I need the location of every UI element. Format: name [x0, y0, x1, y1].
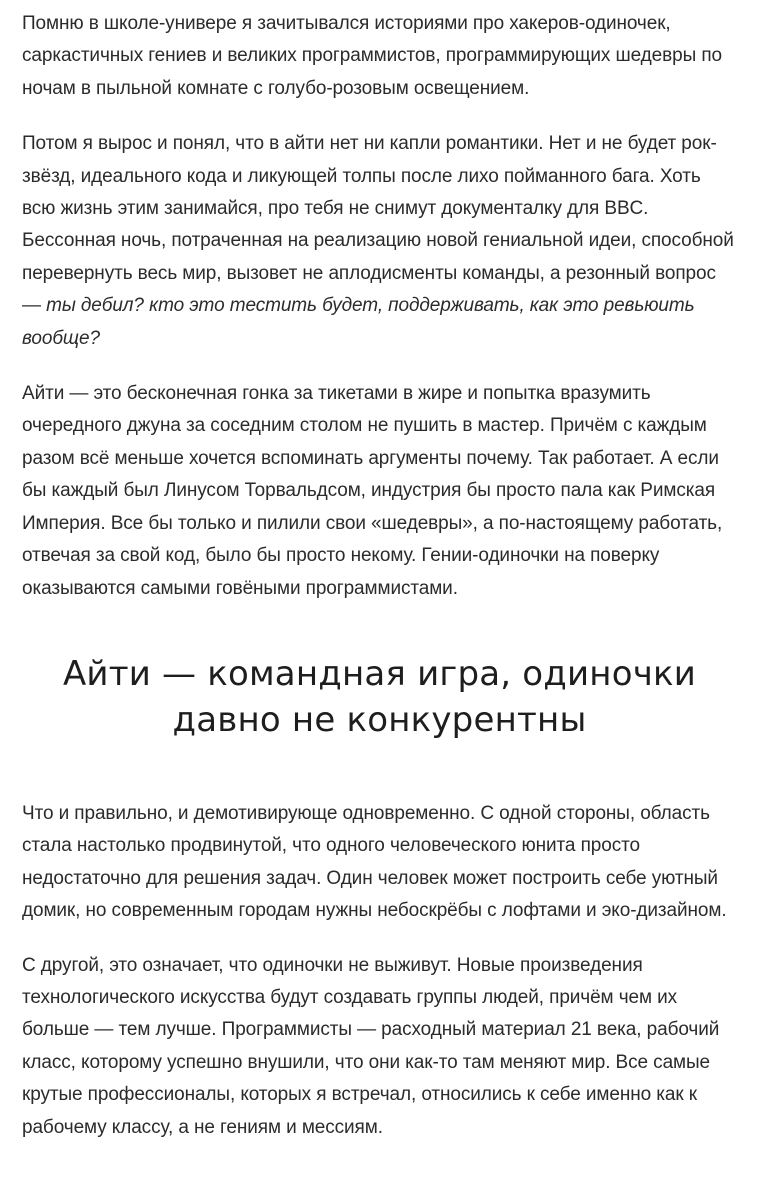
paragraph-intro: Помню в школе-универе я зачитывался историями про хакеров-одиночек, саркастичных гениев и великих программистов, программирующих шедевры по ночам в пыльной комнате с голубо-розовым освещением. — [22, 13, 722, 99]
paragraph-working-class: С другой, это означает, что одиночки не выживут. Новые произведения технологического искусства будут создавать группы людей, причём чем их больше — тем лучше. Программисты — расходный материал 21 века, рабочий класс, которому успешно внушили, что они как-то там меняют мир. Все самые крутые профессионалы, которых я встречал, относились к себе именно как к рабочему классу, а не гениям и мессиям. — [22, 954, 720, 1138]
paragraph-demotivating: Что и правильно, и демотивирующе одновременно. С одной стороны, область стала настолько продвинутой, что одного человеческого юнита просто недостаточно для решения задач. Один человек может построить себе уютный домик, но современным городам нужны небоскрёбы с лофтами и эко-дизайном. — [22, 802, 727, 922]
paragraph-romance — [22, 128, 737, 355]
section-heading: Айти — командная игра, одиночки давно не конкурентны — [62, 653, 697, 740]
paragraph-romance-quote: ты дебил? кто это тестить будет, поддерживать, как это ревьюить вообще? — [22, 295, 695, 349]
paragraph-race: Айти — это бесконечная гонка за тикетами в жире и попытка вразумить очередного джуна за соседним столом не пушить в мастер. Причём с каждым разом всё меньше хочется вспоминать аргументы почему. Так работает. А если бы каждый был Линусом Торвальдсом, индустрия бы просто пала как Римская Империя. Все бы только и пилили свои «шедевры», а по-настоящему работать, отвечая за свой код, было бы просто некому. Гении-одиночки на поверку оказываются самыми говёными программистами. — [22, 383, 723, 599]
paragraph-romance-text: Потом я вырос и понял, что в айти нет ни капли романтики. Нет и не будет рок-звёзд, идеального кода и ликующей толпы после лихо пойманного бага. Хоть всю жизнь этим занимайся, про тебя не снимут документалку для BBC. Бессонная ночь, потраченная на реализацию новой гениальной идеи, способной перевернуть весь мир, вызовет не аплодисменты команды, а резонный вопрос — — [22, 133, 734, 317]
